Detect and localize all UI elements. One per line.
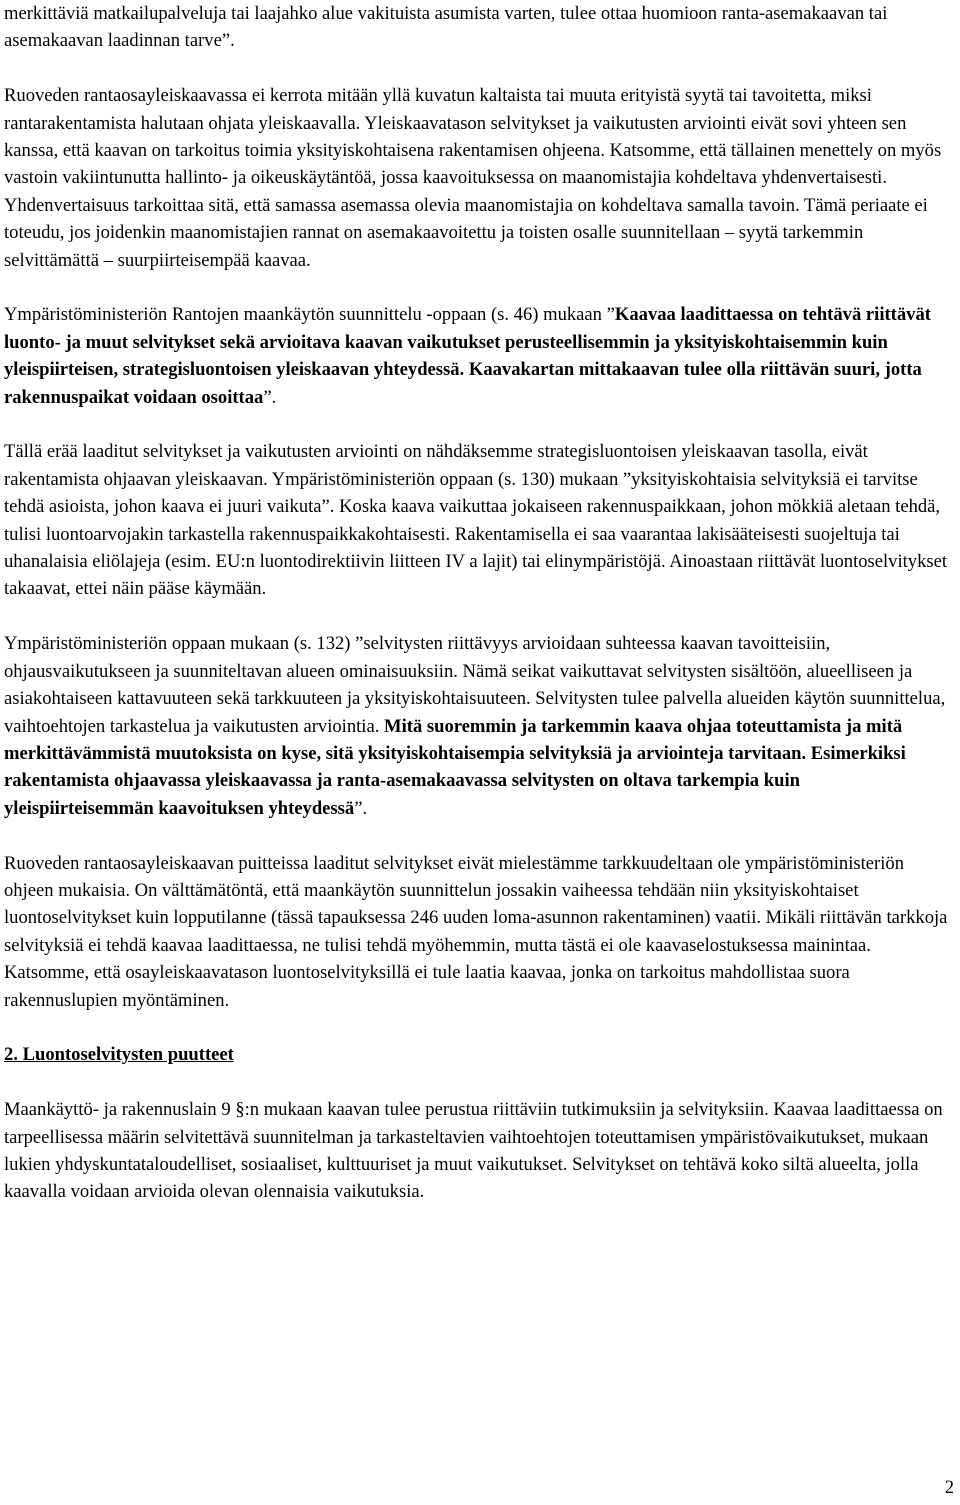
paragraph-1	[4, 0, 954, 55]
paragraph-5-bold-quote: Mitä suoremmin ja tarkemmin kaava ohjaa toteuttamista ja mitä merkittävämmistä muutoksista on kyse, sitä yksityiskohtaisempia selvityksiä ja arviointeja tarvitaan. Esimerkiksi rakentamista ohjaavassa yleiskaavassa ja ranta-asemakaavassa selvitysten on oltava tarkempia kuin yleispiirteisemmän kaavoituksen yhteydessä	[4, 715, 906, 819]
paragraph-3-text: Ympäristöministeriön Rantojen maankäytön suunnittelu -oppaan (s. 46) mukaan ”	[4, 304, 615, 326]
paragraph-4-text: Tällä erää laaditut selvitykset ja vaikutusten arviointi on nähdäksemme strategisluontoisen yleiskaavan tasolla, eivät rakentamista ohjaavan yleiskaavan. Ympäristöministeriön oppaan (s. 130) mukaan ”yksityiskohtaisia selvityksiä ei tarvitse tehdä asioista, johon kaava ei juuri vaikuta”. Koska kaava vaikuttaa jokaiseen rakennuspaikkaan, johon mökkiä aletaan tehdä, tulisi luontoarvojakin tarkastella rakennuspaikkakohtaisesti. Rakentamisella ei saa vaarantaa lakisääteisesti suojeltuja tai uhanalaisia eliölajeja (esim. EU:n luontodirektiivin liitteen IV a lajit) tai elinympäristöjä. Ainoastaan riittävät luontoselvitykset takaavat, ettei näin pääse käymään.	[4, 441, 948, 600]
paragraph-2-text: Ruoveden rantaosayleiskaavassa ei kerrota mitään yllä kuvatun kaltaista tai muuta erityistä syytä tai tavoitetta, miksi rantarakentamista halutaan ohjata yleiskaavalla. Yleiskaavatason selvitykset ja vaikutusten arviointi eivät sovi yhteen sen kanssa, että kaavan on tarkoitus toimia yksityiskohtaisena rakentamisen ohjeena. Katsomme, että tällainen menettely on myös vastoin vakiintunutta hallinto- ja oikeuskäytäntöä, jossa kaavoituksessa on maanomistajia kohdeltava yhdenvertaisesti. Yhdenvertaisuus tarkoittaa sitä, että samassa asemassa olevia maanomistajia on kohdeltava samalla tavoin. Tämä periaate ei toteudu, jos joidenkin maanomistajien rannat on asemakaavoitettu ja toisten osalle suunnitellaan – syytä tarkemmin selvittämättä – suurpiirteisempää kaavaa.	[4, 85, 942, 271]
document-page	[4, 0, 954, 1206]
paragraph-6-text: Ruoveden rantaosayleiskaavan puitteissa laaditut selvitykset eivät mielestämme tarkkuudeltaan ole ympäristöministeriön ohjeen mukaisia. On välttämätöntä, että maankäytön suunnittelun jossakin vaiheessa tehdään niin yksityiskohtaiset luontoselvitykset kuin lopputilanne (tässä tapauksessa 246 uuden loma-asunnon rakentaminen) vaatii. Mikäli riittävän tarkkoja selvityksiä ei tehdä kaavaa laadittaessa, ne tulisi tehdä myöhemmin, mutta tästä ei ole kaavaselostuksessa mainintaa. Katsomme, että osayleiskaavatason luontoselvityksillä ei tule laatia kaavaa, jonka on tarkoitus mahdollistaa suora rakennuslupien myöntäminen.	[4, 852, 948, 1011]
paragraph-5-end: ”.	[354, 797, 368, 819]
paragraph-5-text: Ympäristöministeriön oppaan mukaan (s. 132) ”selvitysten riittävyys arvioidaan suhteessa kaavan tavoitteisiin, ohjausvaikutukseen ja suunniteltavan alueen ominaisuuksiin. Nämä seikat vaikuttavat selvitysten sisältöön, alueelliseen ja asiakohtaiseen kattavuuteen sekä tarkkuuteen ja yksityiskohtaisuuteen. Selvitysten tulee palvella alueiden käytön suunnittelua, vaihtoehtojen tarkastelua ja vaikutusten arviointia.	[4, 633, 946, 737]
paragraph-3-end: ”.	[263, 386, 277, 408]
paragraph-gap	[4, 411, 954, 438]
section-heading	[4, 1041, 954, 1068]
paragraph-6	[4, 850, 954, 1014]
section-heading-text: 2. Luontoselvitysten puutteet	[4, 1044, 234, 1066]
paragraph-gap	[4, 55, 954, 82]
paragraph-gap	[4, 1014, 954, 1041]
paragraph-gap	[4, 603, 954, 630]
paragraph-gap	[4, 1069, 954, 1096]
paragraph-3	[4, 301, 954, 411]
paragraph-5	[4, 630, 954, 822]
paragraph-4	[4, 438, 954, 602]
paragraph-1-text: merkittäviä matkailupalveluja tai laajahko alue vakituista asumista varten, tulee ottaa huomioon ranta-asemakaavan tai asemakaavan laadinnan tarve”.	[4, 3, 888, 52]
paragraph-gap	[4, 274, 954, 301]
paragraph-3-bold-quote: Kaavaa laadittaessa on tehtävä riittävät luonto- ja muut selvitykset sekä arvioitava kaavan vaikutukset perusteellisemmin ja yksityiskohtaisemmin kuin yleispiirteisen, strategisluontoisen yleiskaavan yhteydessä. Kaavakartan mittakaavan tulee olla riittävän suuri, jotta rakennuspaikat voidaan osoittaa	[4, 304, 931, 408]
page-number: 2	[944, 1477, 954, 1498]
paragraph-7-text: Maankäyttö- ja rakennuslain 9 §:n mukaan kaavan tulee perustua riittäviin tutkimuksiin ja selvityksiin. Kaavaa laadittaessa on tarpeellisessa määrin selvitettävä suunnitelman ja tarkasteltavien vaihtoehtojen toteuttamisen ympäristövaikutukset, mukaan lukien yhdyskuntataloudelliset, sosiaaliset, kulttuuriset ja muut vaikutukset. Selvitykset on tehtävä koko siltä alueelta, jolla kaavalla voidaan arvioida olevan olennaisia vaikutuksia.	[4, 1099, 943, 1203]
paragraph-7	[4, 1096, 954, 1206]
paragraph-gap	[4, 822, 954, 849]
paragraph-2	[4, 82, 954, 274]
